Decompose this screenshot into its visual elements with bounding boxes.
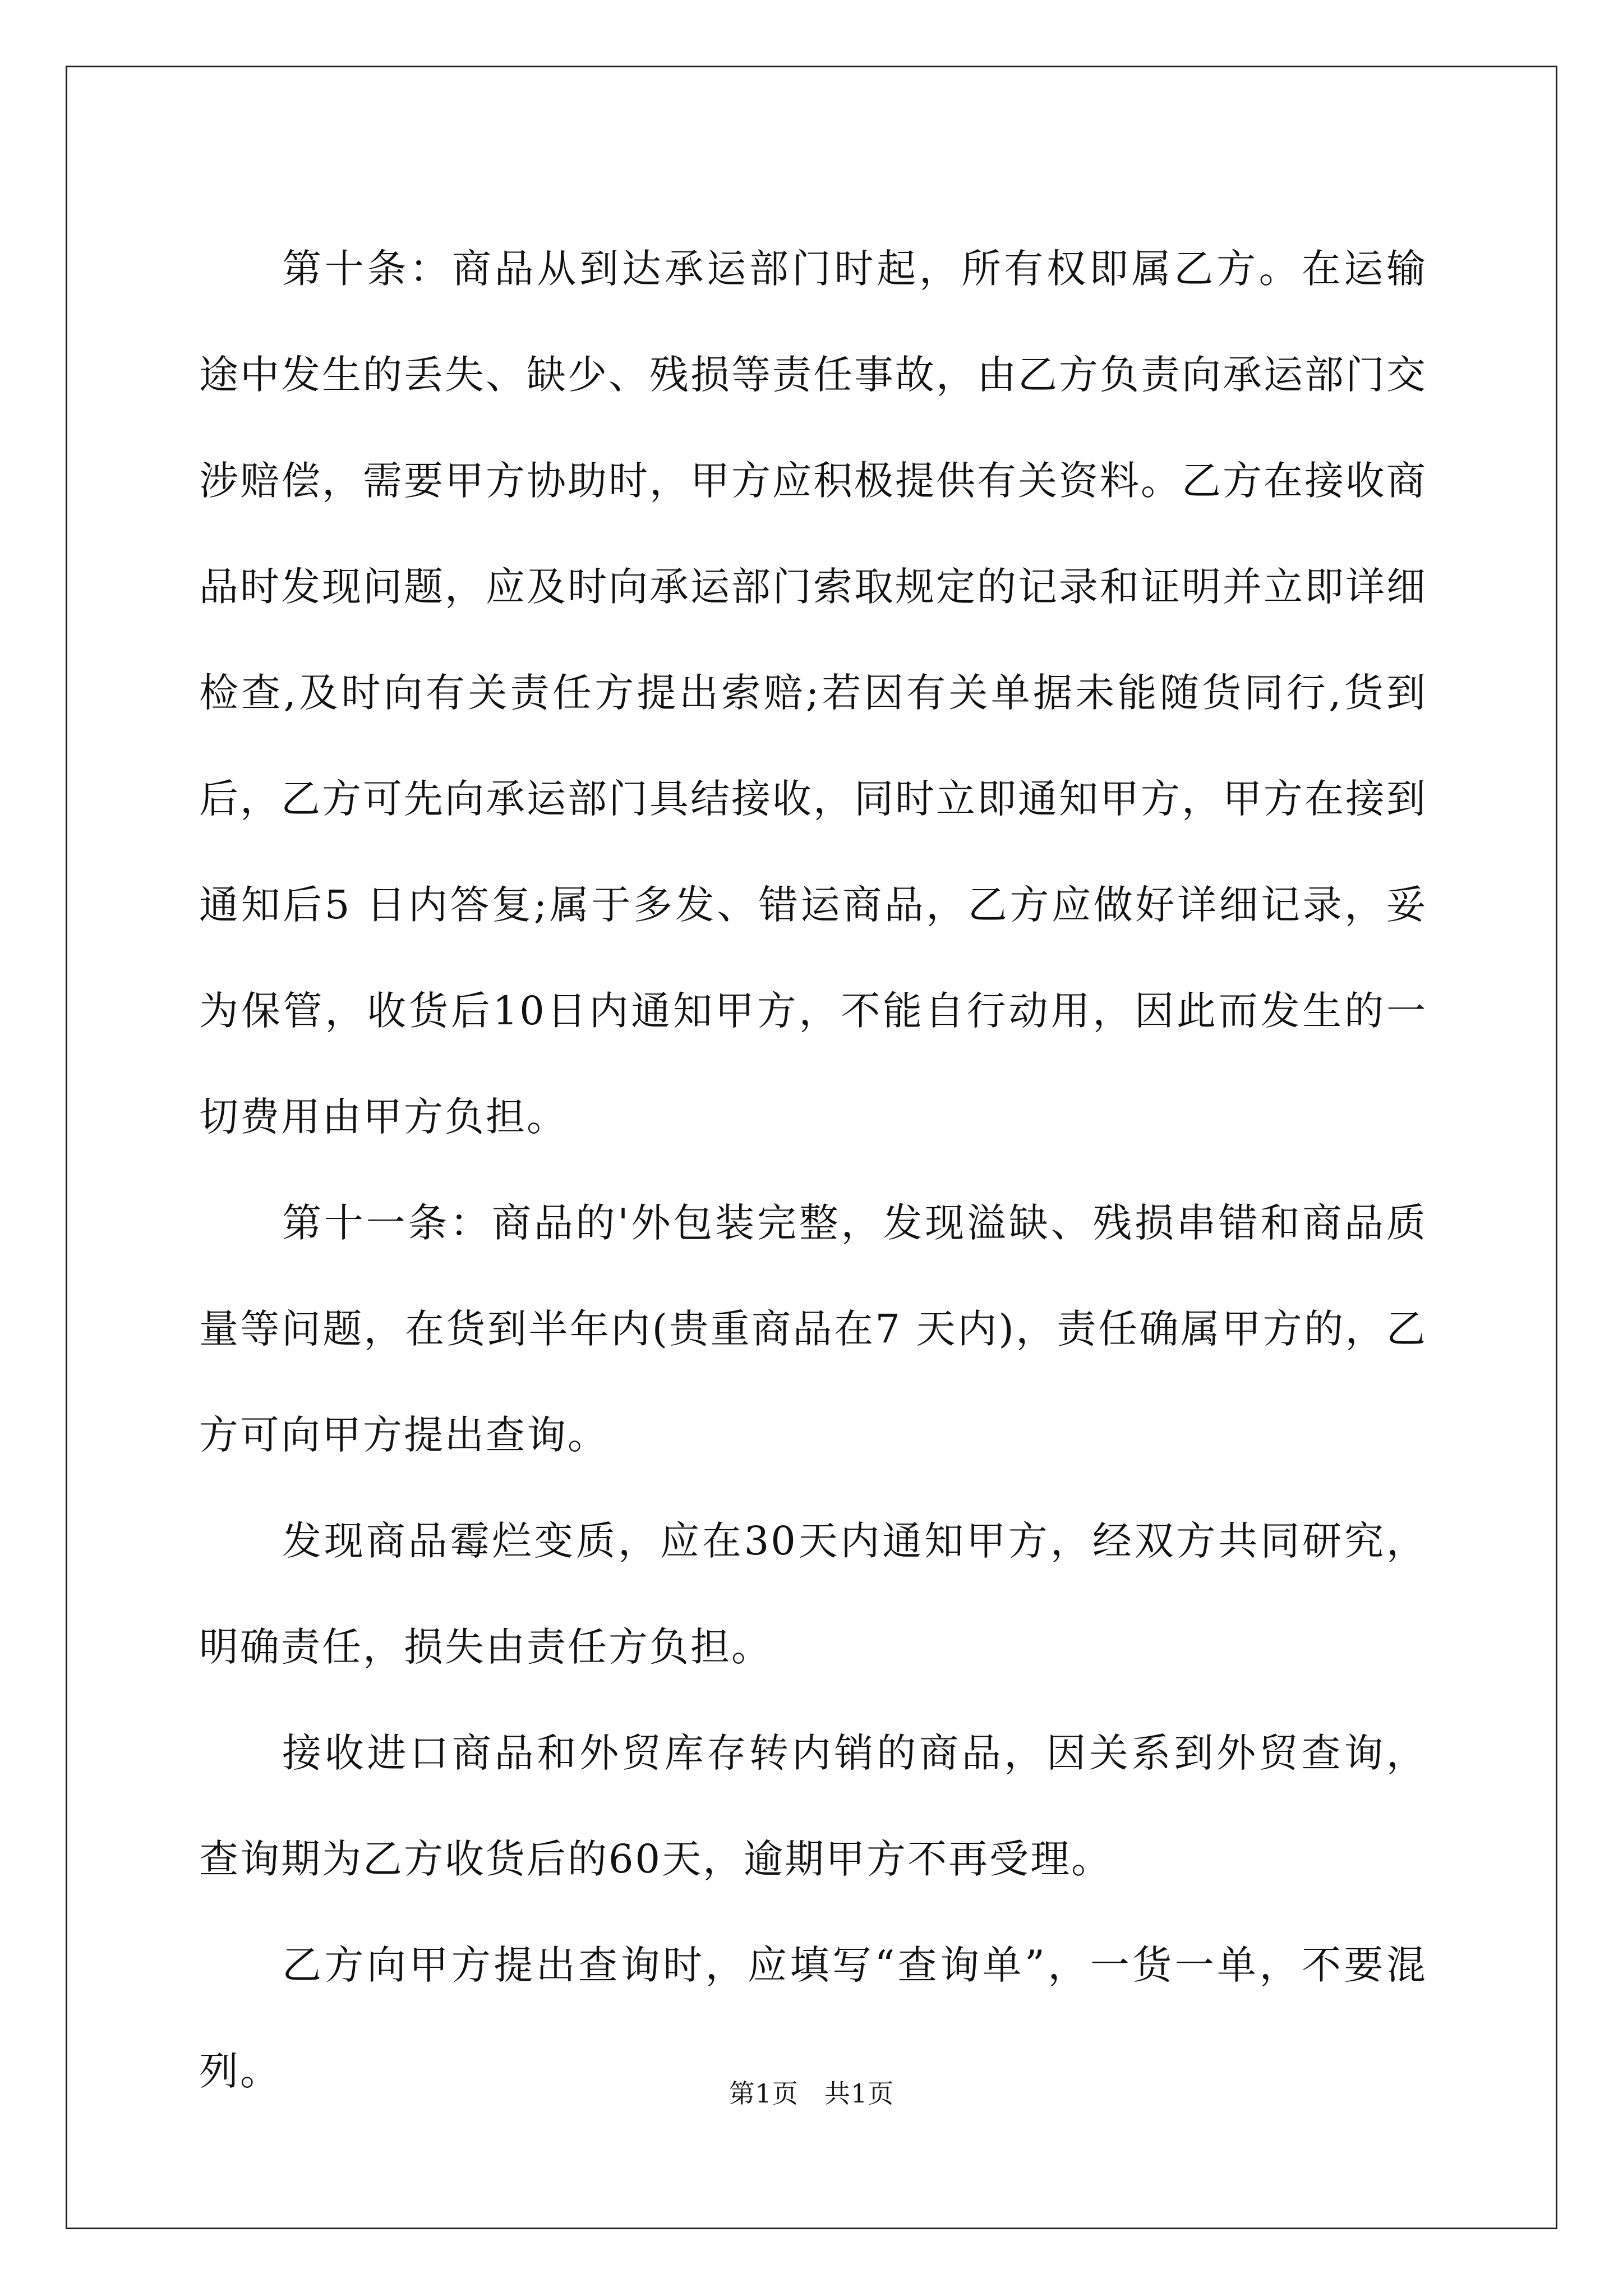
page-total: 共1页 bbox=[824, 2078, 895, 2109]
inquiry-form-paragraph: 乙方向甲方提出查询时，应填写“查询单”，一货一单，不要混列。 bbox=[199, 1942, 1427, 2094]
document-body bbox=[199, 216, 1427, 2124]
page-footer bbox=[0, 2077, 1623, 2110]
clause-11-paragraph: 第十一条：商品的'外包装完整，发现溢缺、残损串错和商品质量等问题，在货到半年内(贵重商品在7 天内)，责任确属甲方的，乙方可向甲方提出查询。 bbox=[199, 1200, 1427, 1458]
import-goods-paragraph: 接收进口商品和外贸库存转内销的商品，因关系到外贸查询，查询期为乙方收货后的60天，逾期甲方不再受理。 bbox=[199, 1730, 1427, 1882]
page-current: 第1页 bbox=[728, 2078, 799, 2109]
spoilage-paragraph: 发现商品霉烂变质，应在30天内通知甲方，经双方共同研究，明确责任，损失由责任方负担。 bbox=[199, 1518, 1427, 1670]
clause-10-paragraph: 第十条：商品从到达承运部门时起，所有权即属乙方。在运输途中发生的丢失、缺少、残损等责任事故，由乙方负责向承运部门交涉赔偿，需要甲方协助时，甲方应积极提供有关资料。乙方在接收商品时发现问题，应及时向承运部门索取规定的记录和证明并立即详细检查,及时向有关责任方提出索赔;若因有关单据未能随货同行,货到后，乙方可先向承运部门具结接收，同时立即通知甲方，甲方在接到通知后5 日内答复;属于多发、错运商品，乙方应做好详细记录，妥为保管，收货后10日内通知甲方，不能自行动用，因此而发生的一切费用由甲方负担。 bbox=[199, 246, 1427, 1140]
